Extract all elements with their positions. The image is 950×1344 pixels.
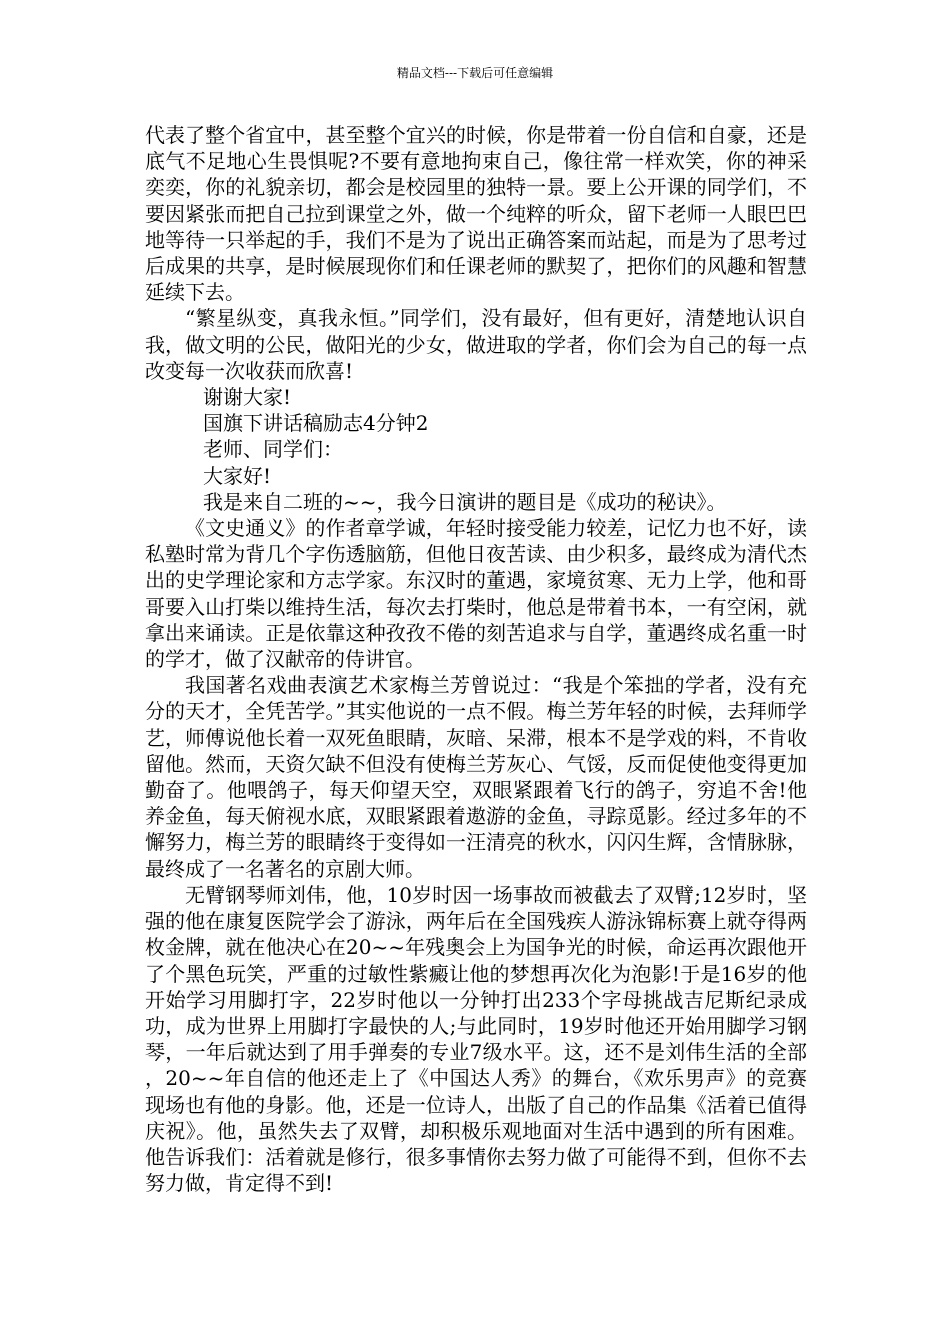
line-thanks: 谢谢大家! <box>203 385 292 410</box>
document-body <box>145 122 807 1196</box>
paragraph-closing-quote: “繁星纵变，真我永恒。”同学们，没有最好，但有更好，清楚地认识自我，做文明的公民，做阳光的少女，做进取的学者，你们会为自己的每一点改变每一次收获而欣喜! <box>145 306 807 383</box>
paragraph-liu-wei: 无臂钢琴师刘伟，他，10岁时因一场事故而被截去了双臂;12岁时，坚强的他在康复医院学会了游泳，两年后在全国残疾人游泳锦标赛上就夺得两枚金牌，就在他决心在20~~年残奥会上为国争光的时候，命运再次跟他开了个黑色玩笑，严重的过敏性紫癜让他的梦想再次化为泡影!于是16岁的他开始学习用脚打字，22岁时他以一分钟打出233个字母挑战吉尼斯纪录成功，成为世界上用脚打字最快的人;与此同时，19岁时他还开始用脚学习钢琴，一年后就达到了用手弹奏的专业7级水平。这，还不是刘伟生活的全部，20~~年自信的他还走上了《中国达人秀》的舞台，《欢乐男声》的竞赛现场也有他的身影。他，还是一位诗人，出版了自己的作品集《活着已值得庆祝》。他，虽然失去了双臂，却积极乐观地面对生活中遇到的所有困难。他告诉我们：活着就是修行，很多事情你去努力做了可能得不到，但你不去努力做，肯定得不到! <box>145 882 807 1196</box>
page-header: 精品文档---下载后可任意编辑 <box>396 66 554 80</box>
section-title: 国旗下讲话稿励志4分钟2 <box>203 411 429 436</box>
paragraph-mei-lanfang: 我国著名戏曲表演艺术家梅兰芳曾说过：“我是个笨拙的学者，没有充分的天才，全凭苦学。”其实他说的一点不假。梅兰芳年轻的时候，去拜师学艺，师傅说他长着一双死鱼眼睛，灰暗、呆滞，根本不是学戏的料，不肯收留他。然而，天资欠缺不但没有使梅兰芳灰心、气馁，反而促使他变得更加勤奋了。他喂鸽子，每天仰望天空，双眼紧跟着飞行的鸽子，穷追不舍!他养金鱼，每天俯视水底，双眼紧跟着遨游的金鱼，寻踪觅影。经过多年的不懈努力，梅兰芳的眼睛终于变得如一汪清亮的秋水，闪闪生辉，含情脉脉，最终成了一名著名的京剧大师。 <box>145 673 807 881</box>
line-speech-topic: 我是来自二班的~~，我今日演讲的题目是《成功的秘诀》。 <box>203 489 727 514</box>
paragraph-continuation: 代表了整个省宜中，甚至整个宜兴的时候，你是带着一份自信和自豪，还是底气不足地心生畏惧呢?不要有意地拘束自己，像往常一样欢笑，你的神采奕奕，你的礼貌亲切，都会是校园里的独特一景。要上公开课的同学们，不要因紧张而把自己拉到课堂之外，做一个纯粹的听众，留下老师一人眼巴巴地等待一只举起的手，我们不是为了说出正确答案而站起，而是为了思考过后成果的共享，是时候展现你们和任课老师的默契了，把你们的风趣和智慧延续下去。 <box>145 123 807 305</box>
line-greeting: 大家好! <box>203 463 272 488</box>
line-salutation: 老师、同学们： <box>203 437 343 462</box>
paragraph-zhang-xuecheng: 《文史通义》的作者章学诚，年轻时接受能力较差，记忆力也不好，读私塾时常为背几个字伤透脑筋，但他日夜苦读、由少积多，最终成为清代杰出的史学理论家和方志学家。东汉时的董遇，家境贫寒、无力上学，他和哥哥要入山打柴以维持生活，每次去打柴时，他总是带着书本，一有空闲，就拿出来诵读。正是依靠这种孜孜不倦的刻苦追求与自学，董遇终成名重一时的学才，做了汉献帝的侍讲官。 <box>145 516 807 672</box>
